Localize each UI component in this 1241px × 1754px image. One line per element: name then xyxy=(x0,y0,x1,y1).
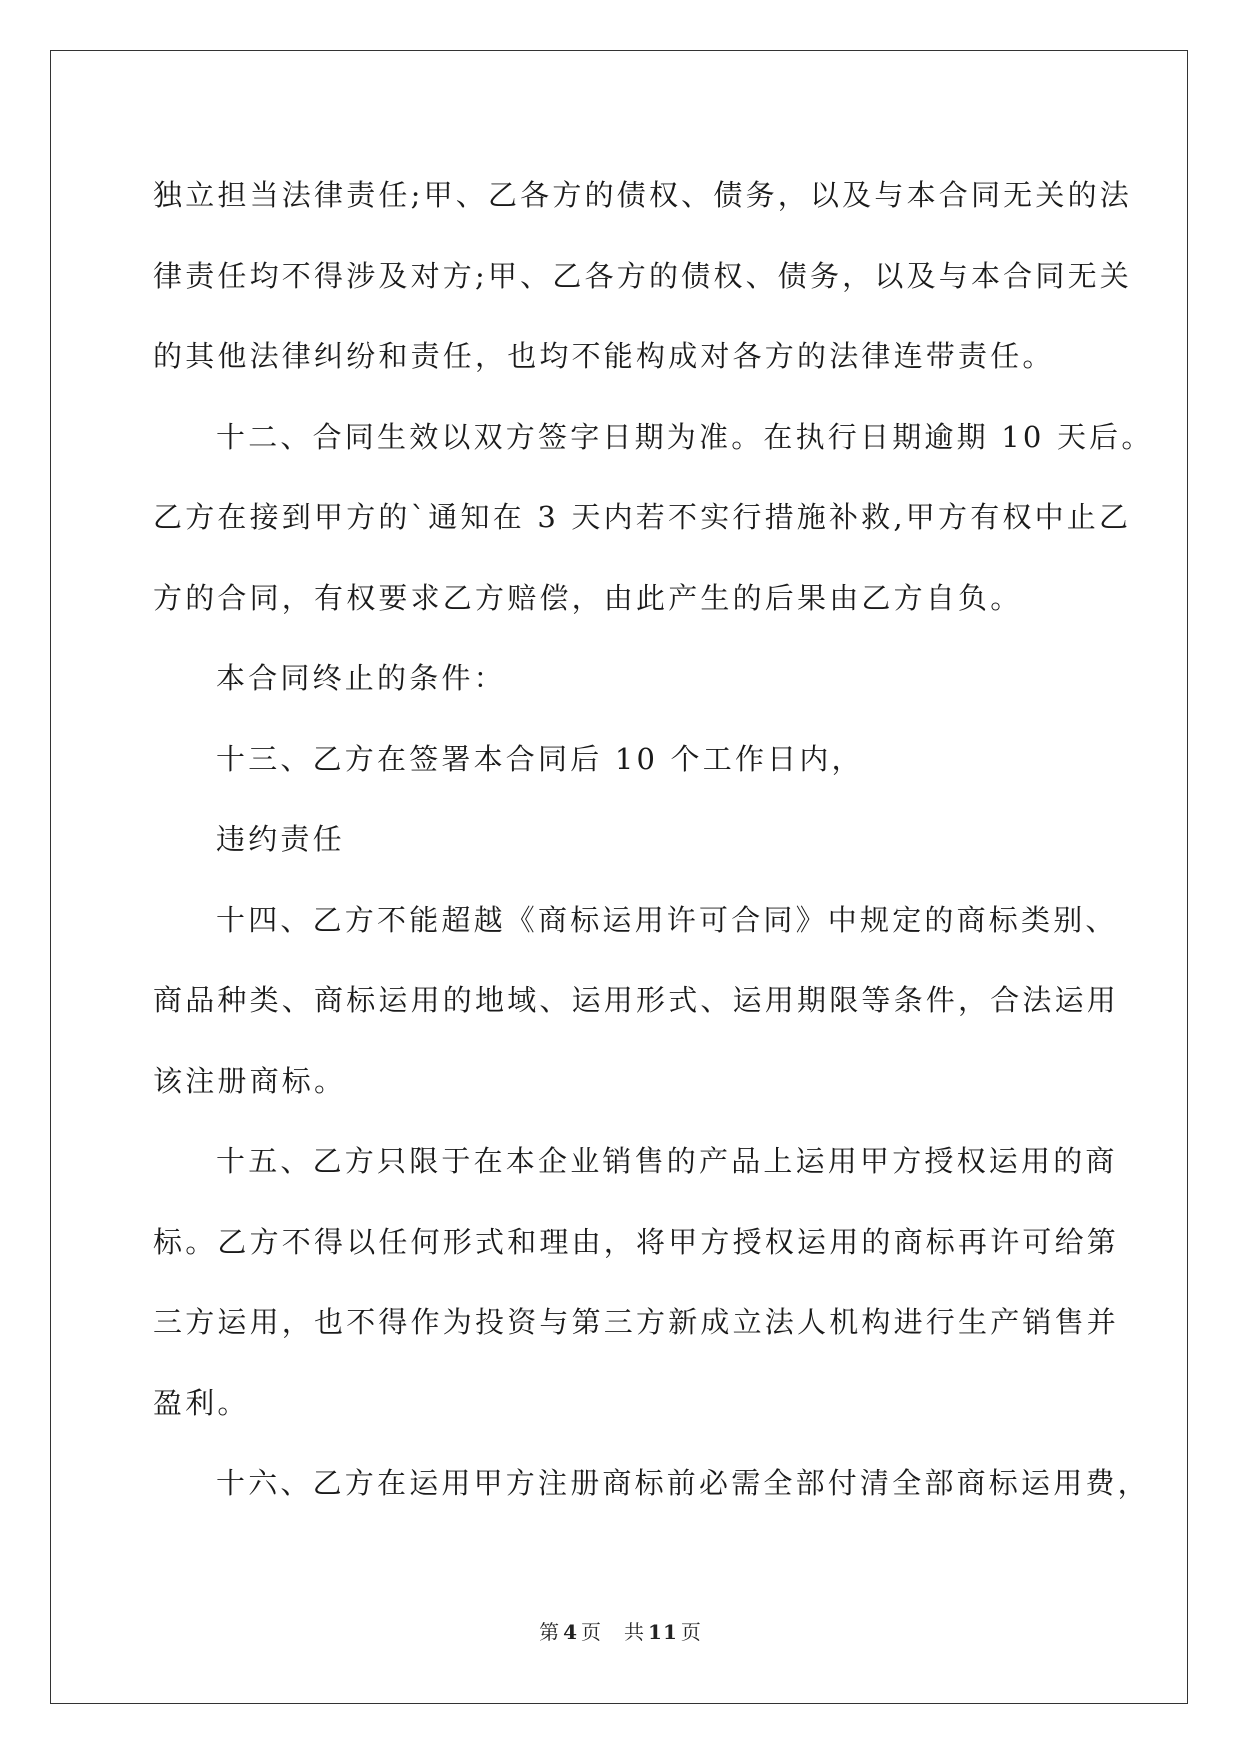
page-footer xyxy=(0,1616,1241,1645)
text-line: 十六、乙方在运用甲方注册商标前必需全部付清全部商标运用费， xyxy=(216,1466,1150,1500)
document-body xyxy=(153,155,1154,1524)
text-line: 该注册商标。 xyxy=(153,1063,347,1098)
text-line: 违约责任 xyxy=(216,822,345,856)
paragraph-clause-12 xyxy=(153,397,1154,639)
text-line: 的其他法律纠纷和责任，也均不能构成对各方的法律连带责任。 xyxy=(153,339,1055,373)
paragraph-termination-conditions xyxy=(153,638,1088,719)
text-line: 十四、乙方不能超越《商标运用许可合同》中规定的商标类别、 xyxy=(216,902,1118,937)
text-line: 律责任均不得涉及对方;甲、乙各方的债权、债务，以及与本合同无关 xyxy=(153,258,1132,293)
text-line: 盈利。 xyxy=(153,1385,250,1420)
text-line: 独立担当法律责任;甲、乙各方的债权、债务，以及与本合同无关的法 xyxy=(153,178,1132,212)
text-line: 三方运用，也不得作为投资与第三方新成立法人机构进行生产销售并 xyxy=(153,1305,1120,1339)
total-suffix: 页 xyxy=(680,1620,702,1644)
text-line: 乙方在接到甲方的`通知在 3 天内若不实行措施补救,甲方有权中止乙 xyxy=(153,500,1132,534)
paragraph-liability-independence xyxy=(153,155,1132,397)
text-line: 标。乙方不得以任何形式和理由，将甲方授权运用的商标再许可给第 xyxy=(153,1224,1120,1259)
section-heading-breach-liability xyxy=(153,799,1088,880)
text-line: 十二、合同生效以双方签字日期为准。在执行日期逾期 10 天后。 xyxy=(216,419,1154,454)
page-prefix: 第 xyxy=(539,1620,561,1644)
text-line: 十三、乙方在签署本合同后 10 个工作日内， xyxy=(216,741,864,776)
paragraph-clause-13 xyxy=(153,719,1088,800)
current-page-number: 4 xyxy=(563,1620,579,1644)
text-line: 本合同终止的条件： xyxy=(216,661,506,695)
text-line: 十五、乙方只限于在本企业销售的产品上运用甲方授权运用的商 xyxy=(216,1144,1118,1178)
paragraph-clause-15 xyxy=(153,1121,1120,1443)
paragraph-clause-14 xyxy=(153,880,1120,1122)
paragraph-clause-16 xyxy=(153,1443,1150,1524)
text-line: 方的合同，有权要求乙方赔偿，由此产生的后果由乙方自负。 xyxy=(153,580,1023,615)
page-suffix: 页 xyxy=(581,1620,603,1644)
total-prefix: 共 xyxy=(624,1620,646,1644)
total-page-count: 11 xyxy=(648,1620,678,1644)
text-line: 商品种类、商标运用的地域、运用形式、运用期限等条件，合法运用 xyxy=(153,983,1120,1017)
